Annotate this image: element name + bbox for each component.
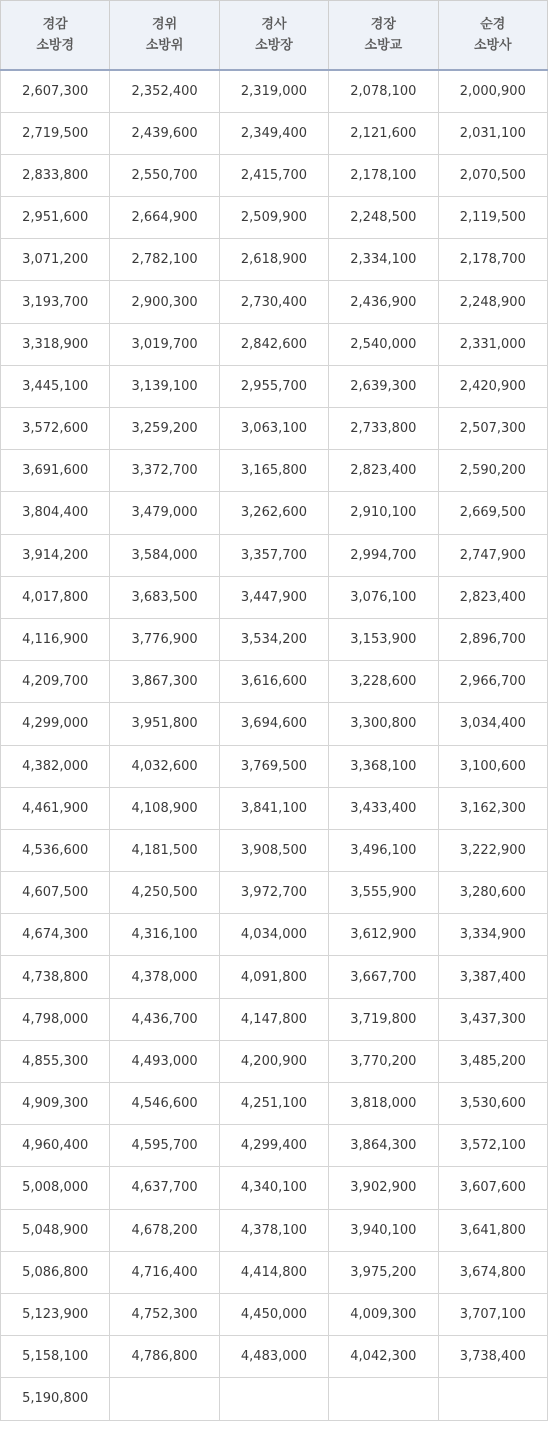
table-cell: 3,607,600 xyxy=(438,1167,547,1209)
table-cell: 2,550,700 xyxy=(110,154,219,196)
table-cell xyxy=(110,1378,219,1420)
table-cell: 3,612,900 xyxy=(329,914,438,956)
table-cell: 4,340,100 xyxy=(219,1167,328,1209)
table-cell: 3,222,900 xyxy=(438,829,547,871)
table-cell: 2,331,000 xyxy=(438,323,547,365)
table-cell: 3,280,600 xyxy=(438,872,547,914)
table-cell: 4,108,900 xyxy=(110,787,219,829)
table-row xyxy=(1,787,548,829)
table-cell: 3,447,900 xyxy=(219,576,328,618)
table-cell: 4,209,700 xyxy=(1,661,110,703)
table-cell: 3,193,700 xyxy=(1,281,110,323)
table-cell: 4,009,300 xyxy=(329,1293,438,1335)
table-cell: 2,823,400 xyxy=(438,576,547,618)
table-cell: 3,334,900 xyxy=(438,914,547,956)
table-cell: 3,479,000 xyxy=(110,492,219,534)
table-cell: 2,420,900 xyxy=(438,365,547,407)
table-cell: 3,368,100 xyxy=(329,745,438,787)
table-cell: 3,975,200 xyxy=(329,1251,438,1293)
table-cell: 2,178,700 xyxy=(438,239,547,281)
table-row xyxy=(1,998,548,1040)
table-row xyxy=(1,1336,548,1378)
table-cell: 2,669,500 xyxy=(438,492,547,534)
table-cell: 3,162,300 xyxy=(438,787,547,829)
table-row xyxy=(1,1040,548,1082)
table-cell: 2,994,700 xyxy=(329,534,438,576)
table-cell: 4,546,600 xyxy=(110,1083,219,1125)
table-cell: 4,032,600 xyxy=(110,745,219,787)
table-cell: 3,867,300 xyxy=(110,661,219,703)
table-cell: 3,584,000 xyxy=(110,534,219,576)
table-cell: 3,445,100 xyxy=(1,365,110,407)
table-row xyxy=(1,956,548,998)
table-row xyxy=(1,914,548,956)
table-cell: 3,063,100 xyxy=(219,408,328,450)
table-cell: 2,352,400 xyxy=(110,70,219,112)
table-cell: 2,248,900 xyxy=(438,281,547,323)
table-cell: 2,178,100 xyxy=(329,154,438,196)
table-cell: 2,955,700 xyxy=(219,365,328,407)
table-cell: 2,334,100 xyxy=(329,239,438,281)
table-cell: 2,319,000 xyxy=(219,70,328,112)
table-cell: 2,415,700 xyxy=(219,154,328,196)
table-cell: 4,382,000 xyxy=(1,745,110,787)
table-row xyxy=(1,661,548,703)
header-rank: 경사 xyxy=(261,17,287,32)
table-cell: 3,616,600 xyxy=(219,661,328,703)
table-cell: 4,909,300 xyxy=(1,1083,110,1125)
table-cell: 4,595,700 xyxy=(110,1125,219,1167)
table-cell: 2,248,500 xyxy=(329,197,438,239)
table-cell: 3,300,800 xyxy=(329,703,438,745)
table-cell: 3,940,100 xyxy=(329,1209,438,1251)
table-row xyxy=(1,1083,548,1125)
table-cell: 4,674,300 xyxy=(1,914,110,956)
table-row xyxy=(1,576,548,618)
table-row xyxy=(1,1378,548,1420)
table-cell: 3,572,600 xyxy=(1,408,110,450)
table-row xyxy=(1,703,548,745)
table-cell: 4,483,000 xyxy=(219,1336,328,1378)
table-cell: 2,078,100 xyxy=(329,70,438,112)
table-cell: 3,530,600 xyxy=(438,1083,547,1125)
header-title: 소방장 xyxy=(255,38,293,53)
table-cell: 3,228,600 xyxy=(329,661,438,703)
header-cell-2 xyxy=(110,1,219,71)
table-cell: 4,147,800 xyxy=(219,998,328,1040)
header-title: 소방교 xyxy=(364,38,403,53)
table-cell: 4,091,800 xyxy=(219,956,328,998)
table-cell: 3,902,900 xyxy=(329,1167,438,1209)
table-cell: 3,100,600 xyxy=(438,745,547,787)
table-cell xyxy=(219,1378,328,1420)
table-row xyxy=(1,450,548,492)
table-cell: 2,070,500 xyxy=(438,154,547,196)
table-cell: 3,641,800 xyxy=(438,1209,547,1251)
table-row xyxy=(1,492,548,534)
table-cell: 3,496,100 xyxy=(329,829,438,871)
table-row xyxy=(1,154,548,196)
table-cell: 2,509,900 xyxy=(219,197,328,239)
table-cell: 3,908,500 xyxy=(219,829,328,871)
table-cell: 2,951,600 xyxy=(1,197,110,239)
table-cell: 3,707,100 xyxy=(438,1293,547,1335)
table-row xyxy=(1,112,548,154)
table-cell: 4,716,400 xyxy=(110,1251,219,1293)
table-cell: 4,607,500 xyxy=(1,872,110,914)
table-cell: 4,116,900 xyxy=(1,618,110,660)
table-cell xyxy=(438,1378,547,1420)
table-cell: 2,031,100 xyxy=(438,112,547,154)
table-cell xyxy=(329,1378,438,1420)
table-cell: 3,841,100 xyxy=(219,787,328,829)
table-cell: 3,951,800 xyxy=(110,703,219,745)
table-cell: 2,121,600 xyxy=(329,112,438,154)
table-cell: 2,436,900 xyxy=(329,281,438,323)
table-row xyxy=(1,1167,548,1209)
table-cell: 3,667,700 xyxy=(329,956,438,998)
table-cell: 4,250,500 xyxy=(110,872,219,914)
table-cell: 4,798,000 xyxy=(1,998,110,1040)
table-row xyxy=(1,239,548,281)
table-cell: 4,378,000 xyxy=(110,956,219,998)
table-cell: 2,639,300 xyxy=(329,365,438,407)
table-row xyxy=(1,323,548,365)
table-cell: 2,896,700 xyxy=(438,618,547,660)
table-cell: 3,972,700 xyxy=(219,872,328,914)
table-cell: 2,910,100 xyxy=(329,492,438,534)
table-cell: 2,730,400 xyxy=(219,281,328,323)
table-row xyxy=(1,745,548,787)
table-cell: 4,034,000 xyxy=(219,914,328,956)
table-cell: 3,719,800 xyxy=(329,998,438,1040)
table-row xyxy=(1,197,548,239)
table-cell: 3,683,500 xyxy=(110,576,219,618)
table-cell: 3,433,400 xyxy=(329,787,438,829)
table-row xyxy=(1,534,548,576)
table-cell: 3,437,300 xyxy=(438,998,547,1040)
header-cell-1 xyxy=(1,1,110,71)
table-cell: 4,316,100 xyxy=(110,914,219,956)
table-row xyxy=(1,70,548,112)
table-row xyxy=(1,408,548,450)
table-cell: 3,019,700 xyxy=(110,323,219,365)
table-cell: 2,823,400 xyxy=(329,450,438,492)
table-cell: 2,842,600 xyxy=(219,323,328,365)
table-cell: 4,493,000 xyxy=(110,1040,219,1082)
table-cell: 2,439,600 xyxy=(110,112,219,154)
table-cell: 3,691,600 xyxy=(1,450,110,492)
table-cell: 3,694,600 xyxy=(219,703,328,745)
table-cell: 3,769,500 xyxy=(219,745,328,787)
table-cell: 3,076,100 xyxy=(329,576,438,618)
table-cell: 2,733,800 xyxy=(329,408,438,450)
table-cell: 5,158,100 xyxy=(1,1336,110,1378)
table-cell: 2,590,200 xyxy=(438,450,547,492)
table-cell: 2,782,100 xyxy=(110,239,219,281)
table-cell: 3,555,900 xyxy=(329,872,438,914)
table-row xyxy=(1,1251,548,1293)
table-cell: 3,534,200 xyxy=(219,618,328,660)
header-title: 소방위 xyxy=(145,38,184,53)
table-row xyxy=(1,1293,548,1335)
header-cell-5 xyxy=(438,1,547,71)
table-cell: 5,086,800 xyxy=(1,1251,110,1293)
table-cell: 4,450,000 xyxy=(219,1293,328,1335)
table-cell: 5,190,800 xyxy=(1,1378,110,1420)
table-row xyxy=(1,1209,548,1251)
table-cell: 2,664,900 xyxy=(110,197,219,239)
table-cell: 3,770,200 xyxy=(329,1040,438,1082)
table-cell: 3,318,900 xyxy=(1,323,110,365)
table-cell: 4,042,300 xyxy=(329,1336,438,1378)
table-cell: 3,572,100 xyxy=(438,1125,547,1167)
table-cell: 3,262,600 xyxy=(219,492,328,534)
header-cell-3 xyxy=(219,1,328,71)
table-row xyxy=(1,829,548,871)
table-cell: 2,507,300 xyxy=(438,408,547,450)
table-cell: 4,855,300 xyxy=(1,1040,110,1082)
header-rank: 경장 xyxy=(370,17,396,32)
table-cell: 4,251,100 xyxy=(219,1083,328,1125)
table-cell: 2,719,500 xyxy=(1,112,110,154)
table-cell: 3,864,300 xyxy=(329,1125,438,1167)
header-rank: 경위 xyxy=(152,17,178,32)
table-row xyxy=(1,281,548,323)
table-cell: 3,914,200 xyxy=(1,534,110,576)
table-cell: 2,900,300 xyxy=(110,281,219,323)
table-cell: 4,536,600 xyxy=(1,829,110,871)
table-cell: 2,618,900 xyxy=(219,239,328,281)
header-title: 소방경 xyxy=(36,38,75,53)
table-cell: 3,153,900 xyxy=(329,618,438,660)
table-cell: 3,165,800 xyxy=(219,450,328,492)
table-cell: 2,540,000 xyxy=(329,323,438,365)
table-cell: 3,387,400 xyxy=(438,956,547,998)
table-cell: 4,678,200 xyxy=(110,1209,219,1251)
table-body xyxy=(1,70,548,1420)
table-cell: 4,378,100 xyxy=(219,1209,328,1251)
table-row xyxy=(1,872,548,914)
table-cell: 4,299,400 xyxy=(219,1125,328,1167)
table-cell: 3,357,700 xyxy=(219,534,328,576)
table-cell: 4,181,500 xyxy=(110,829,219,871)
table-cell: 4,436,700 xyxy=(110,998,219,1040)
table-cell: 4,637,700 xyxy=(110,1167,219,1209)
table-cell: 4,017,800 xyxy=(1,576,110,618)
table-cell: 3,071,200 xyxy=(1,239,110,281)
table-cell: 2,349,400 xyxy=(219,112,328,154)
table-cell: 2,747,900 xyxy=(438,534,547,576)
table-cell: 3,818,000 xyxy=(329,1083,438,1125)
table-cell: 4,414,800 xyxy=(219,1251,328,1293)
table-cell: 3,139,100 xyxy=(110,365,219,407)
table-cell: 2,966,700 xyxy=(438,661,547,703)
header-rank: 순경 xyxy=(480,17,506,32)
table-cell: 2,607,300 xyxy=(1,70,110,112)
table-cell: 4,786,800 xyxy=(110,1336,219,1378)
header-rank: 경감 xyxy=(42,17,68,32)
table-cell: 3,776,900 xyxy=(110,618,219,660)
header-cell-4 xyxy=(329,1,438,71)
table-row xyxy=(1,365,548,407)
table-row xyxy=(1,1125,548,1167)
table-cell: 4,299,000 xyxy=(1,703,110,745)
table-cell: 4,752,300 xyxy=(110,1293,219,1335)
table-cell: 3,372,700 xyxy=(110,450,219,492)
table-cell: 2,000,900 xyxy=(438,70,547,112)
table-cell: 5,008,000 xyxy=(1,1167,110,1209)
table-cell: 3,738,400 xyxy=(438,1336,547,1378)
table-header xyxy=(1,1,548,71)
table-cell: 2,119,500 xyxy=(438,197,547,239)
table-cell: 4,960,400 xyxy=(1,1125,110,1167)
table-cell: 4,200,900 xyxy=(219,1040,328,1082)
table-cell: 2,833,800 xyxy=(1,154,110,196)
header-title: 소방사 xyxy=(473,38,512,53)
table-cell: 3,034,400 xyxy=(438,703,547,745)
table-cell: 4,461,900 xyxy=(1,787,110,829)
table-cell: 4,738,800 xyxy=(1,956,110,998)
table-cell: 3,674,800 xyxy=(438,1251,547,1293)
table-cell: 3,259,200 xyxy=(110,408,219,450)
table-cell: 5,123,900 xyxy=(1,1293,110,1335)
header-row xyxy=(1,1,548,71)
table-cell: 3,485,200 xyxy=(438,1040,547,1082)
table-cell: 3,804,400 xyxy=(1,492,110,534)
table-cell: 5,048,900 xyxy=(1,1209,110,1251)
table-row xyxy=(1,618,548,660)
